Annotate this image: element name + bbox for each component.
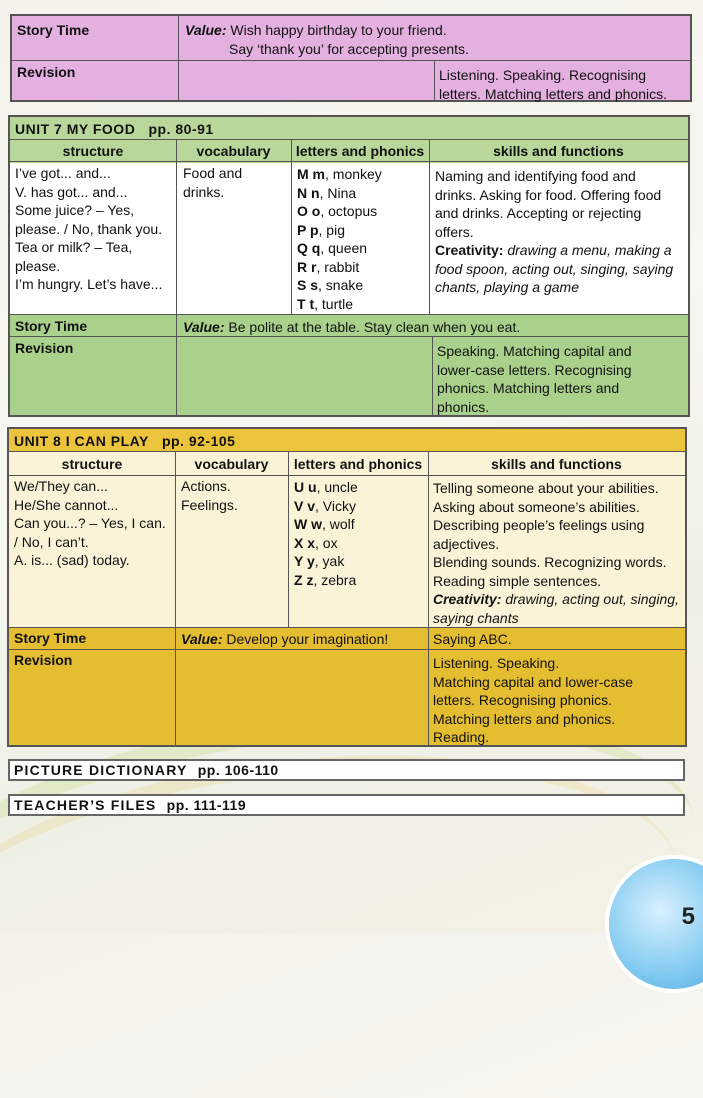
revision-label: Revision: [17, 64, 76, 80]
value-text: Value: Develop your imagination!: [181, 631, 389, 647]
letters-phonics-list: M m, monkey N n, Nina O o, octopus P p, pig Q q, queen R r, rabbit S s, snake T t, turtle: [297, 166, 382, 312]
story-time-label: Story Time: [17, 22, 90, 38]
story-time-label: Story Time: [15, 318, 88, 334]
column-header-structure: structure: [62, 143, 124, 159]
letters-phonics-list: U u, uncle V v, Vicky W w, wolf X x, ox Y y, yak Z z, zebra: [294, 479, 358, 588]
value-text: Value: Wish happy birthday to your friend. Say ‘thank you’ for accepting presents.: [185, 22, 469, 57]
column-header-vocabulary: vocabulary: [196, 143, 271, 159]
structure-list: We/They can... He/She cannot... Can you...? – Yes, I can. / No, I can’t. A. is... (sad) today.: [14, 478, 166, 568]
revision-skills: Listening. Speaking. Matching capital and lower-case letters. Recognising phonics. Matching letters and phonics. Reading.: [433, 655, 633, 745]
column-header-skills: skills and functions: [491, 456, 622, 472]
unit-8-title: UNIT 8 I CAN PLAY pp. 92-105: [14, 433, 236, 449]
skills-functions: Telling someone about your abilities. Asking about someone’s abilities. Describing people’s feelings using adjectives. Blending sounds. Recognizing words. Reading simple sentences. Creativity: drawing, acting out, singing, saying chants: [433, 480, 679, 626]
page-number: 5: [681, 903, 695, 930]
story-skill: Saying ABC.: [433, 631, 512, 647]
unit-8-block: [7, 427, 687, 747]
vocabulary-list: Food and drinks.: [183, 165, 243, 200]
column-header-letters-phonics: letters and phonics: [295, 143, 425, 159]
structure-list: I’ve got... and... V. has got... and... Some juice? – Yes, please. / No, thank you. Tea or milk? – Tea, please. I’m hungry. Let’s have...: [15, 165, 163, 292]
column-header-skills: skills and functions: [493, 143, 624, 159]
picture-dictionary-bar: PICTURE DICTIONARY pp. 106-110: [8, 759, 685, 781]
story-time-label: Story Time: [14, 630, 87, 646]
column-header-letters-phonics: letters and phonics: [293, 456, 423, 472]
revision-skills: Listening. Speaking. Recognising letters. Matching letters and phonics.: [439, 67, 668, 102]
revision-label: Revision: [15, 340, 74, 356]
value-text: Value: Be polite at the table. Stay clean when you eat.: [183, 319, 521, 335]
column-header-structure: structure: [61, 456, 123, 472]
previous-unit-block: [10, 14, 692, 102]
unit-7-title: UNIT 7 MY FOOD pp. 80-91: [15, 121, 214, 137]
teachers-files-bar: TEACHER’S FILES pp. 111-119: [8, 794, 685, 816]
revision-label: Revision: [14, 652, 73, 668]
unit-7-block: [8, 115, 690, 417]
revision-skills: Speaking. Matching capital and lower-case letters. Recognising phonics. Matching letters and phonics.: [437, 343, 632, 415]
vocabulary-list: Actions. Feelings.: [181, 478, 238, 513]
skills-functions: Naming and identifying food and drinks. Asking for food. Offering food and drinks. Accepting or rejecting offers. Creativity: drawing a menu, making a food spoon, acting out, singing, saying chants, playing a game: [435, 168, 674, 295]
column-header-vocabulary: vocabulary: [194, 456, 269, 472]
